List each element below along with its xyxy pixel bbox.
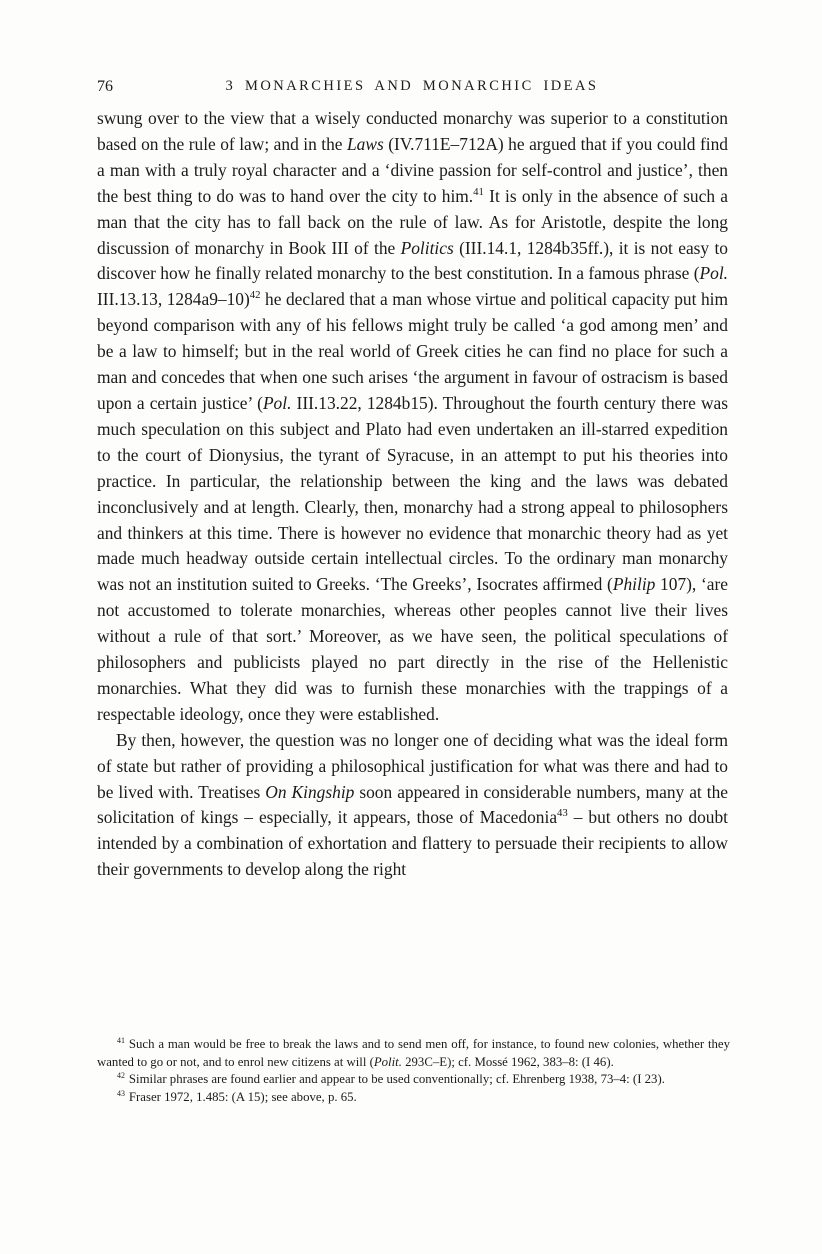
body-text <box>97 106 728 883</box>
body-paragraph: swung over to the view that a wisely conducted monarchy was superior to a constitution based on the rule of law; and in the Laws (IV.711E–712A) he argued that if you could find a man with a truly royal character and a ‘divine passion for self-control and justice’, then the best thing to do was to hand over the city to him.$^{41}$ It is only in the absence of such a man that the city has to fall back on the rule of law. As for Aristotle, despite the long discussion of monarchy in Book III of the Politics (III.14.1, 1284b35ff.), it is not easy to discover how he finally related monarchy to the best constitution. In a famous phrase (Pol. III.13.13, 1284a9–10)$^{42}$ he declared that a man whose virtue and political capacity put him beyond comparison with any of his fellows might truly be called ‘a god among men’ and be a law to himself; but in the real world of Greek cities he can find no place for such a man and concedes that when one such arises ‘the argument in favour of ostracism is based upon a certain justice’ (Pol. III.13.22, 1284b15). Throughout the fourth century there was much speculation on this subject and Plato had even undertaken an ill-starred expedition to the court of Dionysius, the tyrant of Syracuse, in an attempt to put his theories into practice. In particular, the relationship between the king and the laws was debated inconclusively and at length. Clearly, then, monarchy had a strong appeal to philosophers and thinkers at this time. There is however no evidence that monarchic theory had as yet made much headway outside certain intellectual circles. To the ordinary man monarchy was not an institution suited to Greeks. ‘The Greeks’, Isocrates affirmed (Philip 107), ‘are not accustomed to tolerate monarchies, whereas other peoples cannot live their lives without a rule of that sort.’ Moreover, as we have seen, the political speculations of philosophers and publicists played no part directly in the rise of the Hellenistic monarchies. What they did was to furnish these monarchies with the trappings of a respectable ideology, once they were established. <box>97 108 728 724</box>
page-number: 76 <box>97 78 113 95</box>
running-head: 3 MONARCHIES AND MONARCHIC IDEAS <box>225 78 599 94</box>
footnote-marker: 43 <box>117 1088 125 1098</box>
footnotes-section <box>97 1036 730 1106</box>
footnote-text: Fraser 1972, 1.485: (A 15); see above, p. 65. <box>128 1089 357 1104</box>
footnote <box>97 1089 730 1107</box>
footnote-marker: 42 <box>117 1070 125 1080</box>
footnote-marker: 41 <box>117 1035 125 1045</box>
footnote-text: Such a man would be free to break the laws and to send men off, for instance, to found new colonies, whether they wanted to go or not, and to enrol new citizens at will (Polit. 293C–E); cf. Mossé 1962, 383–8: (I 46). <box>97 1037 730 1069</box>
body-paragraph: By then, however, the question was no longer one of deciding what was the ideal form of state but rather of providing a philosophical justification for what was there and had to be lived with. Treatises On Kingship soon appeared in considerable numbers, many at the solicitation of kings – especially, it appears, those of Macedonia$^{43}$ – but others no doubt intended by a combination of exhortation and flattery to persuade their recipients to allow their governments to develop along the right <box>97 729 728 880</box>
footnote-text: Similar phrases are found earlier and appear to be used conventionally; cf. Ehrenberg 1938, 73–4: (I 23). <box>128 1072 665 1087</box>
footnote <box>97 1071 730 1089</box>
footnote <box>97 1036 730 1071</box>
page-header <box>97 78 727 100</box>
